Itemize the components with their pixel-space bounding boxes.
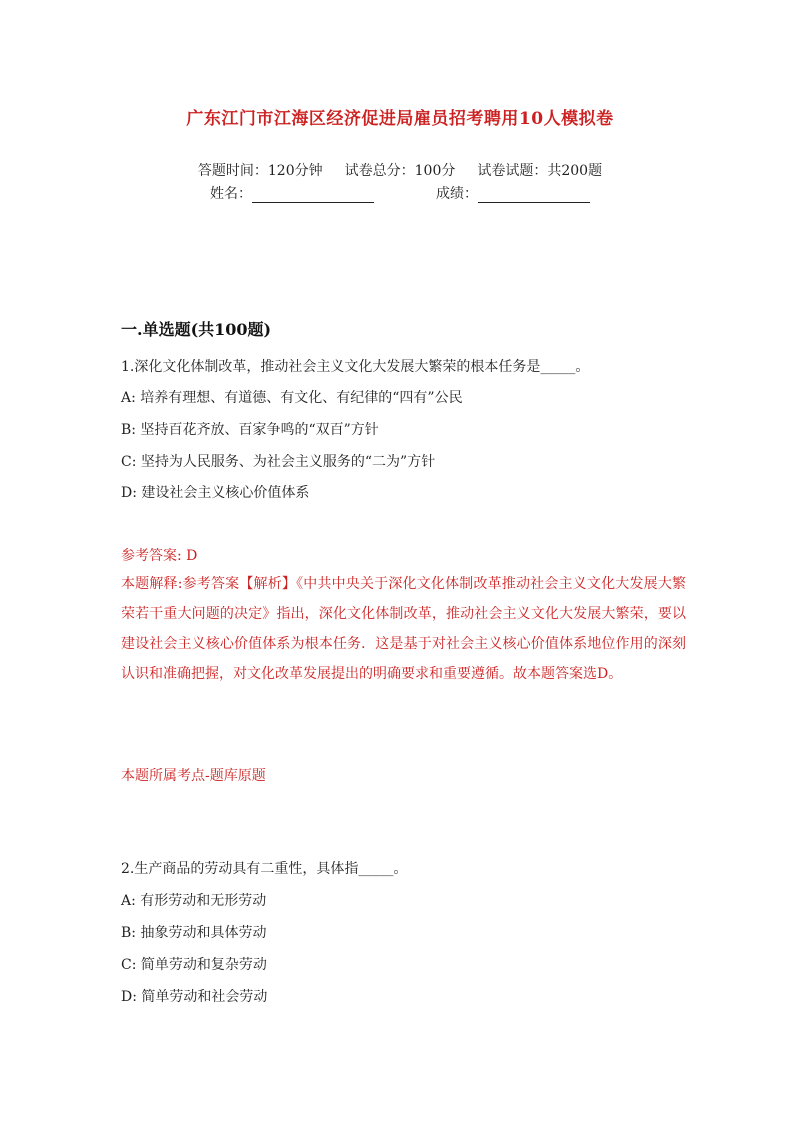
exam-meta-row <box>0 160 800 180</box>
score-blank <box>478 188 590 203</box>
section-heading: 一.单选题(共100题) <box>121 320 272 339</box>
option-a: A: 有形劳动和无形劳动 <box>121 893 267 909</box>
option-d: D: 简单劳动和社会劳动 <box>121 989 268 1005</box>
name-label: 姓名： <box>210 186 252 202</box>
option-b: B: 坚持百花齐放、百家争鸣的“双百”方针 <box>121 422 379 438</box>
name-blank <box>252 188 374 203</box>
option-b: B: 抽象劳动和具体劳动 <box>121 925 267 941</box>
answer-explanation: 本题解释:参考答案【解析】《中共中央关于深化文化体制改革推动社会主义文化大发展大繁荣若干重大问题的决定》指出，深化文化体制改革，推动社会主义文化大发展大繁荣，要以建设社会主义核心价值体系为根本任务．这是基于对社会主义核心价值体系地位作用的深刻认识和准确把握，对文化改革发展提出的明确要求和重要遵循。故本题答案选D。 <box>121 576 686 682</box>
exam-total-score: 试卷总分：100分 <box>344 163 456 179</box>
document-title: 广东江门市江海区经济促进局雇员招考聘用10人模拟卷 <box>186 109 614 129</box>
question-source: 本题所属考点-题库原题 <box>121 768 266 784</box>
option-c: C: 坚持为人民服务、为社会主义服务的“二为”方针 <box>121 454 436 470</box>
option-c: C: 简单劳动和复杂劳动 <box>121 957 267 973</box>
exam-time: 答题时间：120分钟 <box>197 163 323 179</box>
exam-question-count: 试卷试题：共200题 <box>477 163 603 179</box>
score-label: 成绩： <box>436 186 478 202</box>
option-d: D: 建设社会主义核心价值体系 <box>121 485 310 501</box>
question-stem: 2.生产商品的劳动具有二重性，具体指_____。 <box>121 861 408 877</box>
question-stem: 1.深化文化体制改革，推动社会主义文化大发展大繁荣的根本任务是_____。 <box>121 359 590 375</box>
option-a: A: 培养有理想、有道德、有文化、有纪律的“四有”公民 <box>121 390 463 406</box>
reference-answer: 参考答案: D <box>121 548 198 564</box>
candidate-info-row <box>0 183 800 203</box>
